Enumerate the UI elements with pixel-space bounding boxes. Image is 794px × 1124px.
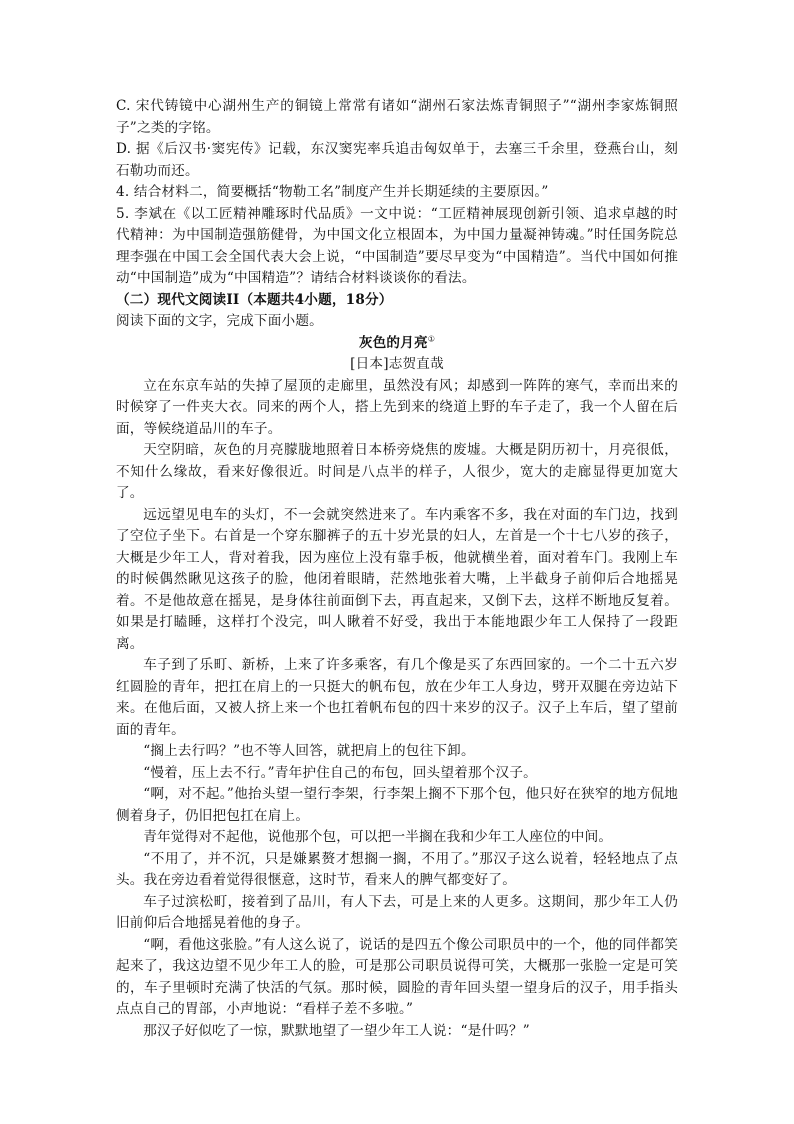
option-c-text: 宋代铸镜中心湖州生产的铜镜上常常有诸如“湖州石家法炼青铜照子”“湖州李家炼铜照子”之类的字铭。	[116, 98, 678, 136]
article-paragraph: 车子到了乐町、新桥，上来了许多乘客，有几个像是买了东西回家的。一个二十五六岁红圆脸的青年，把扛在肩上的一只挺大的帆布包，放在少年工人身边，劈开双腿在旁边站下来。在他后面，又被人挤上来一个也扛着帆布包的四十来岁的汉子。汉子上车后，望了望前面的青年。	[116, 657, 678, 738]
article-paragraph: 车子过滨松町，接着到了品川，有人下去，可是上来的人更多。这期间，那少年工人仍旧前仰后合地摇晃着他的身子。	[116, 893, 678, 931]
section-instruction: 阅读下面的文字，完成下面小题。	[116, 313, 323, 329]
article-paragraph: 那汉子好似吃了一惊，默默地望了一望少年工人说：“是什吗？”	[143, 1022, 530, 1039]
article-paragraph: 青年觉得对不起他，说他那个包，可以把一半搁在我和少年工人座位的中间。	[143, 829, 613, 845]
article-paragraph: “搁上去行吗？”也不等人回答，就把肩上的包往下卸。	[143, 743, 475, 759]
article-title-line	[116, 333, 678, 355]
article-paragraph: 远远望见电车的头灯，不一会就突然进来了。车内乘客不多，我在对面的车门边，找到了空位子坐下。右首是一个穿东腳裤子的五十岁光景的妇人，左首是一个十七八岁的孩子，大概是少年工人，背对着我，因为座位上没有靠手板，他就横坐着，面对着车门。我刚上车的时候偶然瞅见这孩子的脸，他闭着眼睛，茫然地张着大嘴，上半截身子前仰后合地摇晃着。不是他故意在摇晃，是身体往前面倒下去，再直起来，又倒下去，这样不断地反复着。如果是打瞌睡，这样打个没完，叫人瞅着不好受，我出于本能地跟少年工人保持了一段距离。	[116, 506, 678, 652]
option-d-text: 据《后汉书·窦宪传》记载，东汉窦宪率兵追击匈奴单于，去塞三千余里，登燕台山，刻石勒功而还。	[116, 141, 678, 179]
option-c	[116, 96, 678, 139]
article-paragraph: “慢着，压上去不行。”青年护住自己的布包，回头望着那个汉子。	[143, 764, 537, 781]
option-d-label: D.	[116, 141, 132, 157]
question-5-text: 李斌在《以工匠精神雕琢时代品质》一文中说：“工匠精神展现创新引领、追求卓越的时代精神：为中国制造强筋健骨，为中国文化立根固本，为中国力量凝神铸魂。”时任国务院总理李强在中国工会全国代表大会上说，“中国制造”要尽早变为“中国精造”。当代中国如何推动“中国制造”成为“中国精造”？请结合材料谈谈你的看法。	[116, 205, 678, 286]
option-c-label: C.	[116, 98, 131, 114]
article-paragraph: “不用了，并不沉，只是嫌累赘才想搁一搁，不用了。”那汉子这么说着，轻轻地点了点头。我在旁边看着觉得很惬意，这时节，看来人的脾气都变好了。	[116, 850, 678, 888]
footnote-mark: ①	[427, 333, 436, 343]
document-body	[116, 96, 678, 1042]
article-paragraph: “啊，对不起。”他抬头望一望行李架，行李架上搁不下那个包，他只好在狭窄的地方侃地侧着身子，仍旧把包扛在肩上。	[116, 786, 678, 824]
option-d	[116, 139, 678, 182]
article-title: 灰色的月亮	[358, 334, 428, 351]
article-paragraph: “啊，看他这张脸。”有人这么说了，说话的是四五个像公司职员中的一个，他的同伴都笑起来了，我这边望不见少年工人的脸，可是那公司职员说得可笑，大概那一张脸一定是可笑的，车子里顿时充满了快活的气氛。那时候，圆脸的青年回头望一望身后的汉子，用手指头点点自己的胃部，小声地说：“看样子差不多啦。”	[116, 936, 678, 1017]
article-paragraph: 天空阴暗，灰色的月亮朦胧地照着日本桥旁烧焦的废墟。大概是阴历初十，月亮很低，不知什么缘故，看来好像很近。时间是八点半的样子，人很少，宽大的走廊显得更加宽大了。	[116, 442, 678, 501]
question-4-number: 4.	[116, 184, 130, 200]
question-4-text: 结合材料二，简要概括“物勒工名”制度产生并长期延续的主要原因。”	[133, 184, 549, 200]
section-heading: （二）现代文阅读II（本题共4小题，18分）	[116, 291, 393, 308]
question-5	[116, 204, 678, 290]
question-5-number: 5.	[116, 205, 130, 222]
article-paragraph: 立在东京车站的失掉了屋顶的走廊里，虽然没有风；却感到一阵阵的寒气，幸而出来的时候穿了一件夹大衣。同来的两个人，搭上先到来的绕道上野的车子走了，我一个人留在后面，等候绕道品川的车子。	[116, 377, 678, 437]
article-author: [日本]志贺直哉	[350, 356, 444, 372]
question-4	[116, 182, 678, 204]
